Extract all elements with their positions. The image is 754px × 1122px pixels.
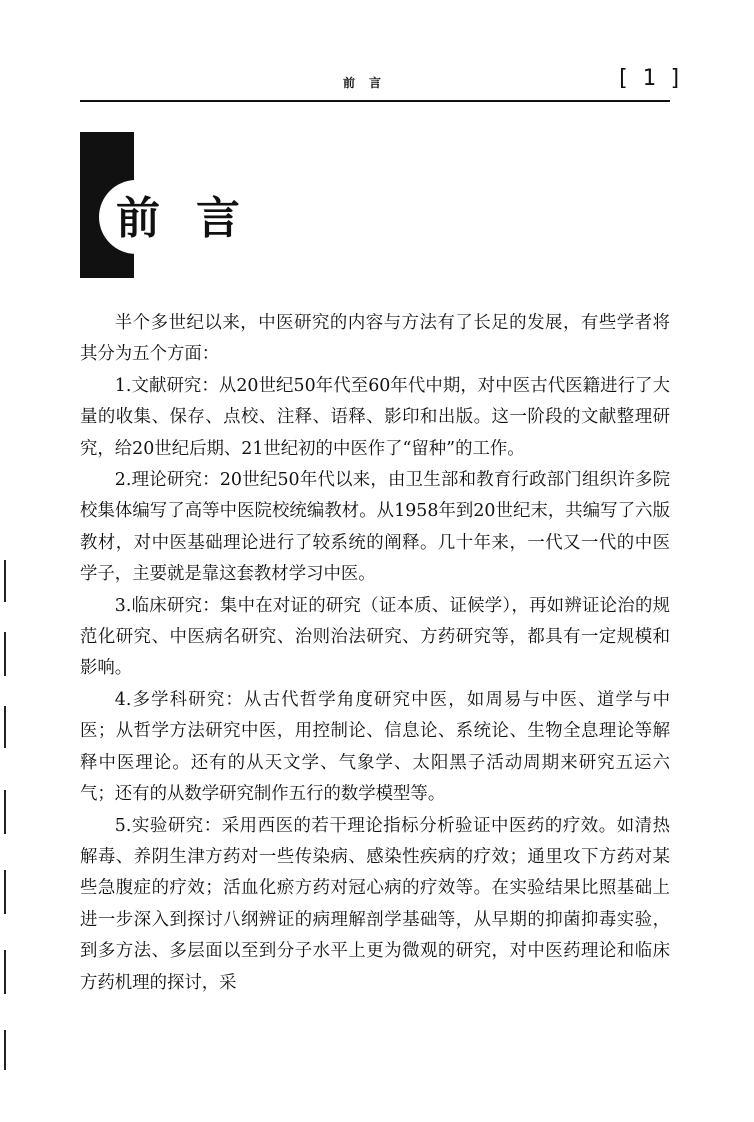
paragraph-clinical: 3.临床研究：集中在对证的研究（证本质、证候学），再如辨证论治的规范化研究、中医病名研究、治则治法研究、方药研究等，都具有一定规模和影响。 — [80, 595, 670, 679]
scan-margin-mark — [4, 790, 6, 834]
scan-margin-mark — [4, 560, 6, 602]
running-header-title: 前言 — [343, 76, 396, 90]
paragraph-literature: 1.文献研究：从20世纪50年代至60年代中期，对中医古代医籍进行了大量的收集、保存、点校、注释、语释、影印和出版。这一阶段的文献整理研究，给20世纪后期、21世纪初的中医作了“留种”的工作。 — [80, 375, 670, 459]
scan-margin-mark — [4, 1030, 6, 1070]
paragraph-multidisciplinary: 4.多学科研究：从古代哲学角度研究中医，如周易与中医、道学与中医；从哲学方法研究中医，用控制论、信息论、系统论、生物全息理论等解释中医理论。还有的从天文学、气象学、太阳黑子活动周期来研究五运六气；还有的从数学研究制作五行的数学模型等。 — [80, 689, 670, 805]
paragraph-theory: 2.理论研究：20世纪50年代以来，由卫生部和教育行政部门组织许多院校集体编写了高等中医院校统编教材。从1958年到20世纪末，共编写了六版教材，对中医基础理论进行了较系统的阐释。几十年来，一代又一代的中医学子，主要就是靠这套教材学习中医。 — [80, 470, 670, 585]
scan-margin-mark — [4, 950, 6, 994]
scan-margin-mark — [4, 870, 6, 914]
scan-margin-mark — [4, 706, 6, 748]
scan-margin-mark — [4, 632, 6, 676]
paragraph-intro: 半个多世纪以来，中医研究的内容与方法有了长足的发展，有些学者将其分为五个方面： — [80, 313, 670, 365]
body-text — [80, 308, 670, 999]
page-number: [ 1 ] — [616, 66, 683, 91]
paragraph-experimental: 5.实验研究：采用西医的若干理论指标分析验证中医药的疗效。如清热解毒、养阴生津方药对一些传染病、感染性疾病的疗效；通里攻下方药对某些急腹症的疗效；活血化瘀方药对冠心病的疗效等。在实验结果比照基础上进一步深入到探讨八纲辨证的病理解剖学基础等，从早期的抑菌抑毒实验，到多方法、多层面以至到分子水平上更为微观的研究，对中医药理论和临床方药机理的探讨，采 — [80, 815, 670, 993]
chapter-title: 前言 — [116, 193, 276, 244]
header-rule — [80, 100, 670, 102]
